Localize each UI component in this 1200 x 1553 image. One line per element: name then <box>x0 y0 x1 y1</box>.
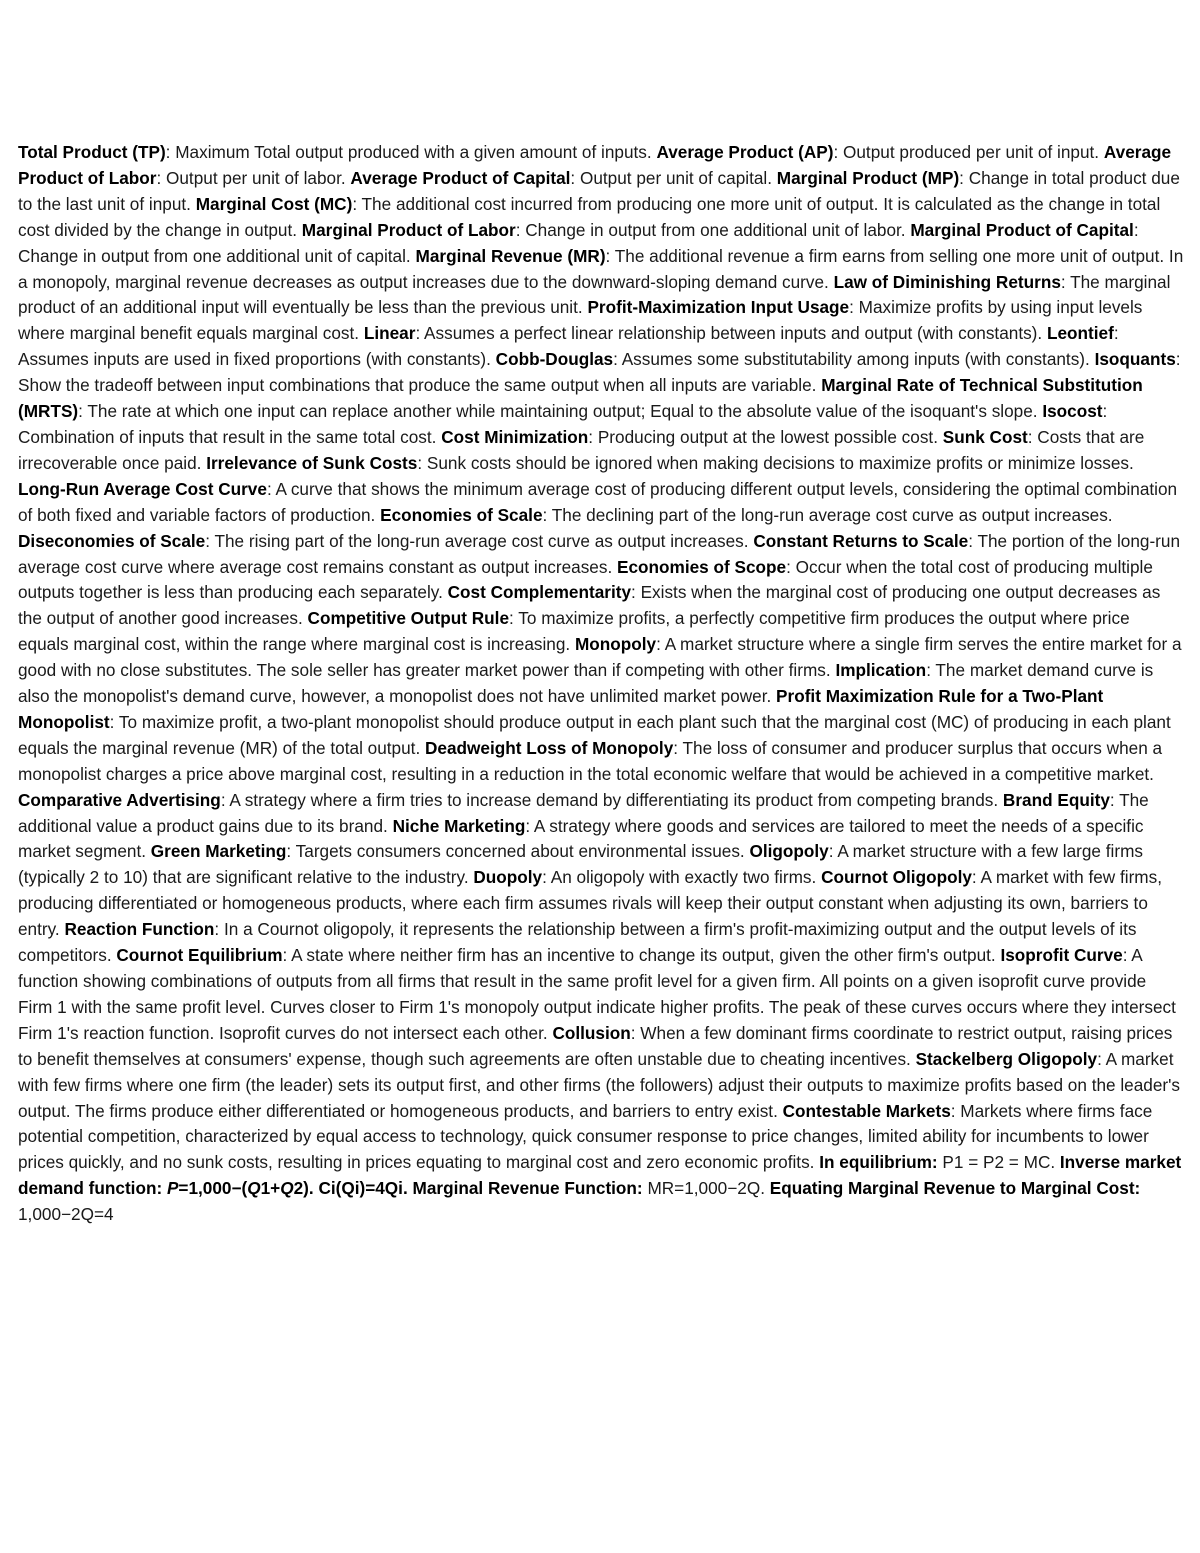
var-q1: Q <box>247 1178 261 1199</box>
term-separator: : <box>1113 323 1119 344</box>
term-separator: : <box>849 297 854 318</box>
equating-label: Equating Marginal Revenue to Marginal Cost: <box>769 1178 1141 1199</box>
glossary-definition: Combination of inputs that result in the same total cost. <box>18 426 442 447</box>
glossary-term: Competitive Output Rule <box>307 608 510 629</box>
glossary-term: Marginal Rate of Technical Substitution (MRTS) <box>18 375 1143 422</box>
glossary-definition: Output per unit of labor. <box>161 167 351 188</box>
glossary-term: Stackelberg Oligopoly <box>915 1048 1098 1069</box>
glossary-definition: The rate at which one input can replace another while maintaining output; Equal to the absolute value of the isoquant's slope. <box>82 401 1043 422</box>
glossary-term: Isocost <box>1042 401 1103 422</box>
glossary-definition: Costs that are irrecoverable once paid. <box>18 426 1145 473</box>
term-separator: : <box>78 401 83 422</box>
glossary-definition: Assumes a perfect linear relationship between inputs and output (with constants). <box>420 323 1047 344</box>
glossary-definition: A strategy where goods and services are tailored to meet the needs of a specific market segment. <box>18 815 1144 862</box>
glossary-term: Contestable Markets <box>782 1100 951 1121</box>
glossary-term: Isoquants <box>1094 349 1176 370</box>
glossary-term: Collusion <box>552 1022 631 1043</box>
term-separator: : <box>1060 271 1066 292</box>
glossary-term: Implication <box>835 660 927 681</box>
glossary-definition: Sunk costs should be ignored when making decisions to maximize profits or minimize losses. <box>422 452 1134 473</box>
term-separator: : <box>828 841 834 862</box>
term-separator: : <box>1133 219 1139 240</box>
term-separator: : <box>1175 349 1181 370</box>
glossary-definition: The marginal product of an additional input will eventually be less than the previous unit. <box>18 271 1171 318</box>
glossary-term: Irrelevance of Sunk Costs <box>206 452 418 473</box>
cost-function: Ci(Qi)=4Qi. <box>318 1178 413 1199</box>
equation-part: 2). <box>293 1178 319 1199</box>
glossary-term: Niche Marketing <box>392 815 526 836</box>
glossary-definition: Output per unit of capital. <box>575 167 777 188</box>
glossary-term: In equilibrium: <box>819 1152 938 1173</box>
glossary-term: Cournot Equilibrium <box>116 945 283 966</box>
glossary-text-block <box>18 140 1184 1228</box>
glossary-term: Leontief <box>1046 323 1114 344</box>
term-separator: : <box>417 452 423 473</box>
glossary-definition: A strategy where a firm tries to increase demand by differentiating its product from competing brands. <box>225 789 1003 810</box>
glossary-term: Economies of Scale <box>380 504 543 525</box>
glossary-term: Reaction Function <box>64 919 215 940</box>
term-separator: : <box>786 556 791 577</box>
term-separator: : <box>673 737 679 758</box>
glossary-term: Long-Run Average Cost Curve <box>18 478 267 499</box>
glossary-definition: A market structure with a few large firms (typically 2 to 10) that are significant relative to the industry. <box>18 841 1143 888</box>
term-separator: : <box>515 219 521 240</box>
term-separator: : <box>1097 1048 1102 1069</box>
glossary-term: Sunk Cost <box>942 426 1028 447</box>
term-separator: : <box>286 841 292 862</box>
inverse-demand-label: Inverse market demand function: <box>18 1152 1182 1199</box>
glossary-term: Marginal Product of Capital <box>910 219 1134 240</box>
glossary-definition: In a Cournot oligopoly, it represents the relationship between a firm's profit-maximizing output and the output levels of its competitors. <box>18 919 1137 966</box>
term-separator: : <box>165 142 171 162</box>
glossary-term: Linear <box>363 323 416 344</box>
glossary-definition: A market structure where a single firm serves the entire market for a good with no close substitutes. The sole seller has greater market power than if competing with other firms. <box>18 634 1182 681</box>
glossary-definition: To maximize profits, a perfectly competitive firm produces the output where price equals marginal cost, within the range where marginal cost is increasing. <box>18 608 1130 655</box>
glossary-definition: A curve that shows the minimum average cost of producing different output levels, considering the optimal combination of both fixed and variable factors of production. <box>18 478 1178 525</box>
glossary-term: Profit Maximization Rule for a Two-Plant Monopolist <box>18 686 1104 732</box>
glossary-term: Average Product of Capital <box>350 167 571 188</box>
glossary-term: Comparative Advertising <box>18 789 221 810</box>
glossary-definition: Show the tradeoff between input combinations that produce the same output when all inputs are variable. <box>18 375 822 396</box>
mr-formula: MR=1,000−2Q. <box>642 1178 770 1199</box>
term-separator: : <box>525 815 531 836</box>
glossary-definition: A function showing combinations of outputs from all firms that result in the same profit level for a given firm. All points on a given isoprofit curve provide Firm 1 with the same profit level. Curves closer to Firm 1's monopoly output indicate higher profits. The peak of these curves occurs where they intersect Firm 1's reaction function. Isoprofit curves do not intersect each other. <box>18 945 1176 1043</box>
glossary-term: Duopoly <box>473 867 543 888</box>
glossary-definition: The additional cost incurred from producing one more unit of output. It is calculated as the change in total cost divided by the change in output. <box>18 193 1161 240</box>
term-separator: : <box>656 634 661 655</box>
term-separator: : <box>1102 401 1108 422</box>
glossary-definition: Assumes inputs are used in fixed proportions (with constants). <box>18 349 496 370</box>
equation-part: =1,000−( <box>178 1178 248 1199</box>
glossary-term: Green Marketing <box>150 841 287 862</box>
glossary-definition: Change in total product due to the last unit of input. <box>18 167 1180 214</box>
glossary-term: Monopoly <box>574 634 657 655</box>
glossary-definition: Occur when the total cost of producing multiple outputs together is less than producing each separately. <box>18 556 1153 603</box>
glossary-definition: To maximize profit, a two-plant monopolist should produce output in each plant such that the marginal cost (MC) of producing in each plant equals the marginal revenue (MR) of the total output. <box>18 711 1171 758</box>
glossary-definition: Maximize profits by using input levels where marginal benefit equals marginal cost. <box>18 297 1143 344</box>
glossary-definition: The portion of the long-run average cost curve where average cost remains constant as output increases. <box>18 530 1181 577</box>
term-separator: : <box>509 608 514 629</box>
glossary-definition: The additional value a product gains due to its brand. <box>18 789 1149 836</box>
term-separator: : <box>630 1022 636 1043</box>
glossary-term: Cournot Oligopoly <box>821 867 972 888</box>
glossary-definition: A market with few firms where one firm (the leader) sets its output first, and other firms (the followers) adjust their outputs to maximize profits based on the leader's output. The firms produce either differentiated or homogeneous products, and barriers to entry exist. <box>18 1048 1181 1121</box>
term-separator: : <box>220 789 226 810</box>
glossary-definition: Exists when the marginal cost of producing one output decreases as the output of another good increases. <box>18 582 1161 629</box>
glossary-term: Total Product (TP) <box>18 142 166 162</box>
glossary-definition: The declining part of the long-run average cost curve as output increases. <box>547 504 1113 525</box>
term-separator: : <box>214 919 220 940</box>
glossary-term: Average Product of Labor <box>18 142 1172 188</box>
term-separator: : <box>950 1100 956 1121</box>
glossary-term: Marginal Product (MP) <box>776 167 960 188</box>
glossary-definition: Assumes some substitutability among inputs (with constants). <box>617 349 1095 370</box>
mr-label: Marginal Revenue Function: <box>412 1178 643 1199</box>
glossary-term: Marginal Cost (MC) <box>195 193 353 214</box>
term-separator: : <box>605 245 611 266</box>
equating-formula: 1,000−2Q=4 <box>18 1204 114 1225</box>
glossary-definition: The market demand curve is also the monopolist's demand curve, however, a monopolist does not have unlimited market power. <box>18 660 1154 707</box>
glossary-definition: Markets where firms face potential competition, characterized by equal access to technology, quick consumer response to price changes, limited ability for incumbents to lower prices quickly, and no sunk costs, resulting in prices equating to marginal cost and zero economic profits. <box>18 1100 1153 1173</box>
glossary-term: Economies of Scope <box>617 556 787 577</box>
glossary-definition: Change in output from one additional unit of capital. <box>18 245 416 266</box>
glossary-term: Oligopoly <box>749 841 829 862</box>
glossary-definition: A state where neither firm has an incentive to change its output, given the other firm's output. <box>287 945 1001 966</box>
glossary-term: Cost Minimization <box>441 426 589 447</box>
glossary-term: Law of Diminishing Returns <box>833 271 1061 292</box>
term-separator: : <box>631 582 636 603</box>
term-separator: : <box>542 867 547 888</box>
glossary-definition: Maximum Total output produced with a given amount of inputs. <box>170 142 657 162</box>
glossary-term: Cobb-Douglas <box>495 349 614 370</box>
term-separator: : <box>1109 789 1115 810</box>
term-separator: : <box>415 323 421 344</box>
glossary-definition: The rising part of the long-run average cost curve as output increases. <box>210 530 754 551</box>
term-separator: : <box>968 530 973 551</box>
glossary-definition: P1 = P2 = MC. <box>937 1152 1060 1173</box>
glossary-definition: The loss of consumer and producer surplus that occurs when a monopolist charges a price above marginal cost, resulting in a reduction in the total economic welfare that would be achieved in a competitive market. <box>18 737 1163 784</box>
glossary-definition: Targets consumers concerned about environmental issues. <box>291 841 750 862</box>
term-separator: : <box>570 167 576 188</box>
term-separator: : <box>156 167 162 188</box>
term-separator: : <box>542 504 548 525</box>
var-q2: Q <box>280 1178 294 1199</box>
glossary-definition: Output produced per unit of input. <box>838 142 1104 162</box>
glossary-term: Isoprofit Curve <box>1000 945 1123 966</box>
glossary-term: Marginal Product of Labor <box>301 219 516 240</box>
glossary-definition: Producing output at the lowest possible cost. <box>593 426 943 447</box>
glossary-term: Marginal Revenue (MR) <box>415 245 606 266</box>
term-separator: : <box>1122 945 1128 966</box>
term-separator: : <box>205 530 211 551</box>
glossary-term: Brand Equity <box>1002 789 1110 810</box>
term-separator: : <box>588 426 594 447</box>
var-p: P <box>166 1178 179 1199</box>
glossary-term: Diseconomies of Scale <box>18 530 206 551</box>
term-separator: : <box>613 349 618 370</box>
glossary-term: Cost Complementarity <box>447 582 632 603</box>
term-separator: : <box>926 660 931 681</box>
term-separator: : <box>282 945 288 966</box>
equation-part: 1+ <box>260 1178 281 1199</box>
term-separator: : <box>959 167 964 188</box>
term-separator: : <box>266 478 272 499</box>
glossary-term: Deadweight Loss of Monopoly <box>425 737 674 758</box>
glossary-definition: Change in output from one additional unit of labor. <box>520 219 911 240</box>
glossary-definition: When a few dominant firms coordinate to restrict output, raising prices to benefit themselves at consumers' expense, though such agreements are often unstable due to cheating incentives. <box>18 1022 1173 1069</box>
term-separator: : <box>833 142 839 162</box>
glossary-definition: The additional revenue a firm earns from selling one more unit of output. In a monopoly, marginal revenue decreases as output increases due to the downward-sloping demand curve. <box>18 245 1184 292</box>
glossary-term: Profit-Maximization Input Usage <box>587 297 850 318</box>
glossary-term: Average Product (AP) <box>656 142 834 162</box>
glossary-definition: A market with few firms, producing differentiated or homogeneous products, where each firm assumes rivals will keep their output constant when adjusting its own, barriers to entry. <box>18 867 1162 940</box>
glossary-definition: An oligopoly with exactly two firms. <box>546 867 822 888</box>
term-separator: : <box>352 193 358 214</box>
term-separator: : <box>1027 426 1033 447</box>
glossary-term: Constant Returns to Scale <box>753 530 969 551</box>
term-separator: : <box>971 867 977 888</box>
term-separator: : <box>109 711 115 732</box>
